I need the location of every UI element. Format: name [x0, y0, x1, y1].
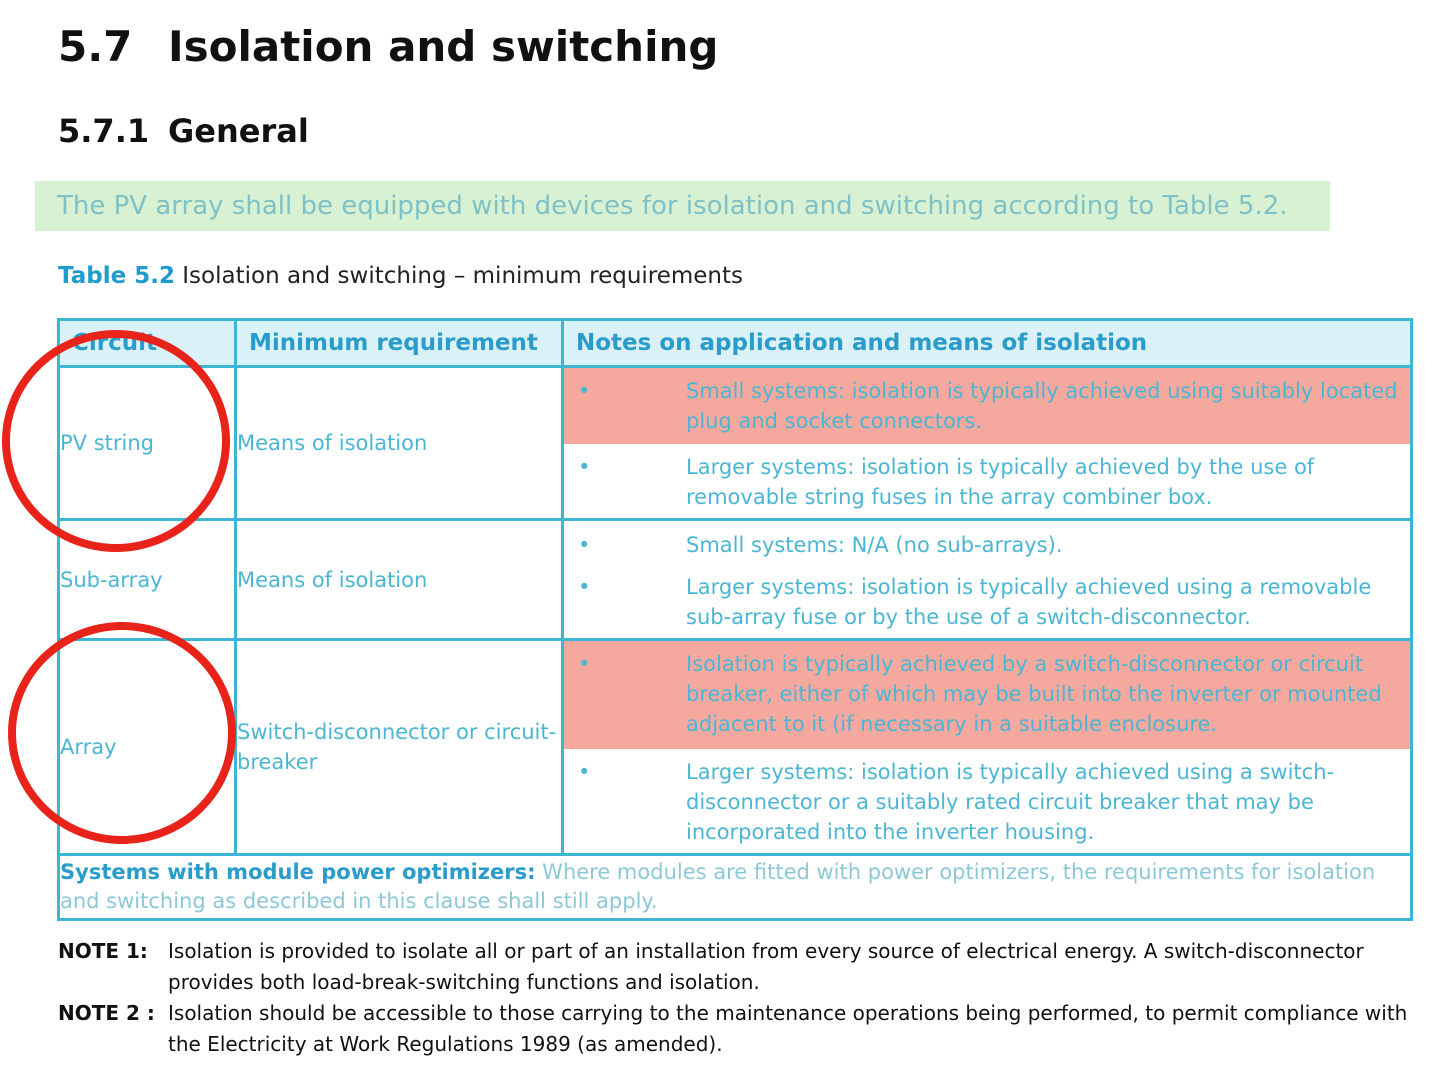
subsection-number: 5.7.1: [58, 112, 150, 150]
bullet-icon: •: [578, 455, 591, 479]
requirement-cell: Means of isolation: [236, 520, 563, 640]
note-item: [564, 444, 1410, 518]
note-label: NOTE 2 :: [58, 1001, 155, 1025]
note-1: [58, 936, 1418, 998]
note-item: [564, 522, 1410, 572]
note-label: NOTE 1:: [58, 939, 148, 963]
table-footer-row: [59, 855, 1412, 920]
table-row: [59, 520, 1412, 640]
note-item-highlighted: [564, 368, 1410, 444]
table-caption-text: Isolation and switching – minimum requirements: [182, 263, 744, 289]
isolation-table: [57, 318, 1413, 921]
requirement-cell: Switch-disconnector or circuit-breaker: [236, 640, 563, 855]
table-caption: [58, 263, 743, 289]
note-item-highlighted: [564, 641, 1410, 749]
footer-lead: Systems with module power optimizers:: [60, 860, 536, 884]
note-text: Larger systems: isolation is typically achieved using a removable sub-array fuse or by the use of a switch-disconnector.: [686, 574, 1372, 629]
bullet-icon: •: [578, 379, 591, 403]
note-text: Small systems: isolation is typically achieved using suitably located plug and socket connectors.: [686, 379, 1398, 433]
header-minimum-requirement: Minimum requirement: [236, 320, 563, 367]
note-text: Small systems: N/A (no sub-arrays).: [686, 532, 1063, 557]
section-number: 5.7: [58, 22, 133, 71]
note-body: Isolation is provided to isolate all or part of an installation from every source of electrical energy. A switch-disconnector provides both load-break-switching functions and isolation.: [168, 939, 1364, 994]
footer-text: Where modules are fitted with power optimizers, the requirements for isolation and switching as described in this clause shall still apply.: [60, 860, 1376, 913]
table-header-row: [59, 320, 1412, 367]
requirement-cell: Means of isolation: [236, 367, 563, 520]
section-title: Isolation and switching: [168, 22, 719, 71]
subsection-title: General: [168, 112, 309, 150]
table-row: [59, 367, 1412, 520]
notes-cell: [563, 640, 1412, 855]
bullet-icon: •: [578, 574, 591, 599]
footer-cell: [59, 855, 1412, 920]
circuit-cell: Sub-array: [59, 520, 236, 640]
header-circuit: Circuit: [59, 320, 236, 367]
note-body: Isolation should be accessible to those carrying to the maintenance operations being performed, to permit compliance with the Electricity at Work Regulations 1989 (as amended).: [168, 1001, 1408, 1056]
header-notes: Notes on application and means of isolation: [563, 320, 1412, 367]
highlighted-requirement: The PV array shall be equipped with devices for isolation and switching according to Table 5.2.: [35, 181, 1330, 231]
bullet-icon: •: [578, 652, 591, 676]
note-text: Isolation is typically achieved by a switch-disconnector or circuit breaker, either of which may be built into the inverter or mounted adjacent to it (if necessary in a suitable enclosure.: [686, 652, 1382, 736]
circuit-cell: PV string: [59, 367, 236, 520]
circuit-cell: Array: [59, 640, 236, 855]
notes-cell: [563, 520, 1412, 640]
bullet-icon: •: [578, 760, 591, 784]
notes-cell: [563, 367, 1412, 520]
note-text: Larger systems: isolation is typically achieved by the use of removable string fuses in the array combiner box.: [686, 455, 1315, 509]
note-item: [564, 749, 1410, 853]
notes-section: [58, 936, 1418, 1060]
bullet-icon: •: [578, 532, 591, 557]
section-heading: [58, 22, 718, 71]
table-row: [59, 640, 1412, 855]
annotation-circle-pv-string: [2, 330, 230, 552]
subsection-heading: [58, 112, 309, 150]
note-text: Larger systems: isolation is typically achieved using a switch-disconnector or a suitably rated circuit breaker that may be incorporated into the inverter housing.: [686, 760, 1335, 844]
annotation-circle-array: [8, 622, 236, 844]
note-item: [564, 572, 1410, 638]
table-caption-label: Table 5.2: [58, 263, 175, 289]
note-2: [58, 998, 1418, 1060]
